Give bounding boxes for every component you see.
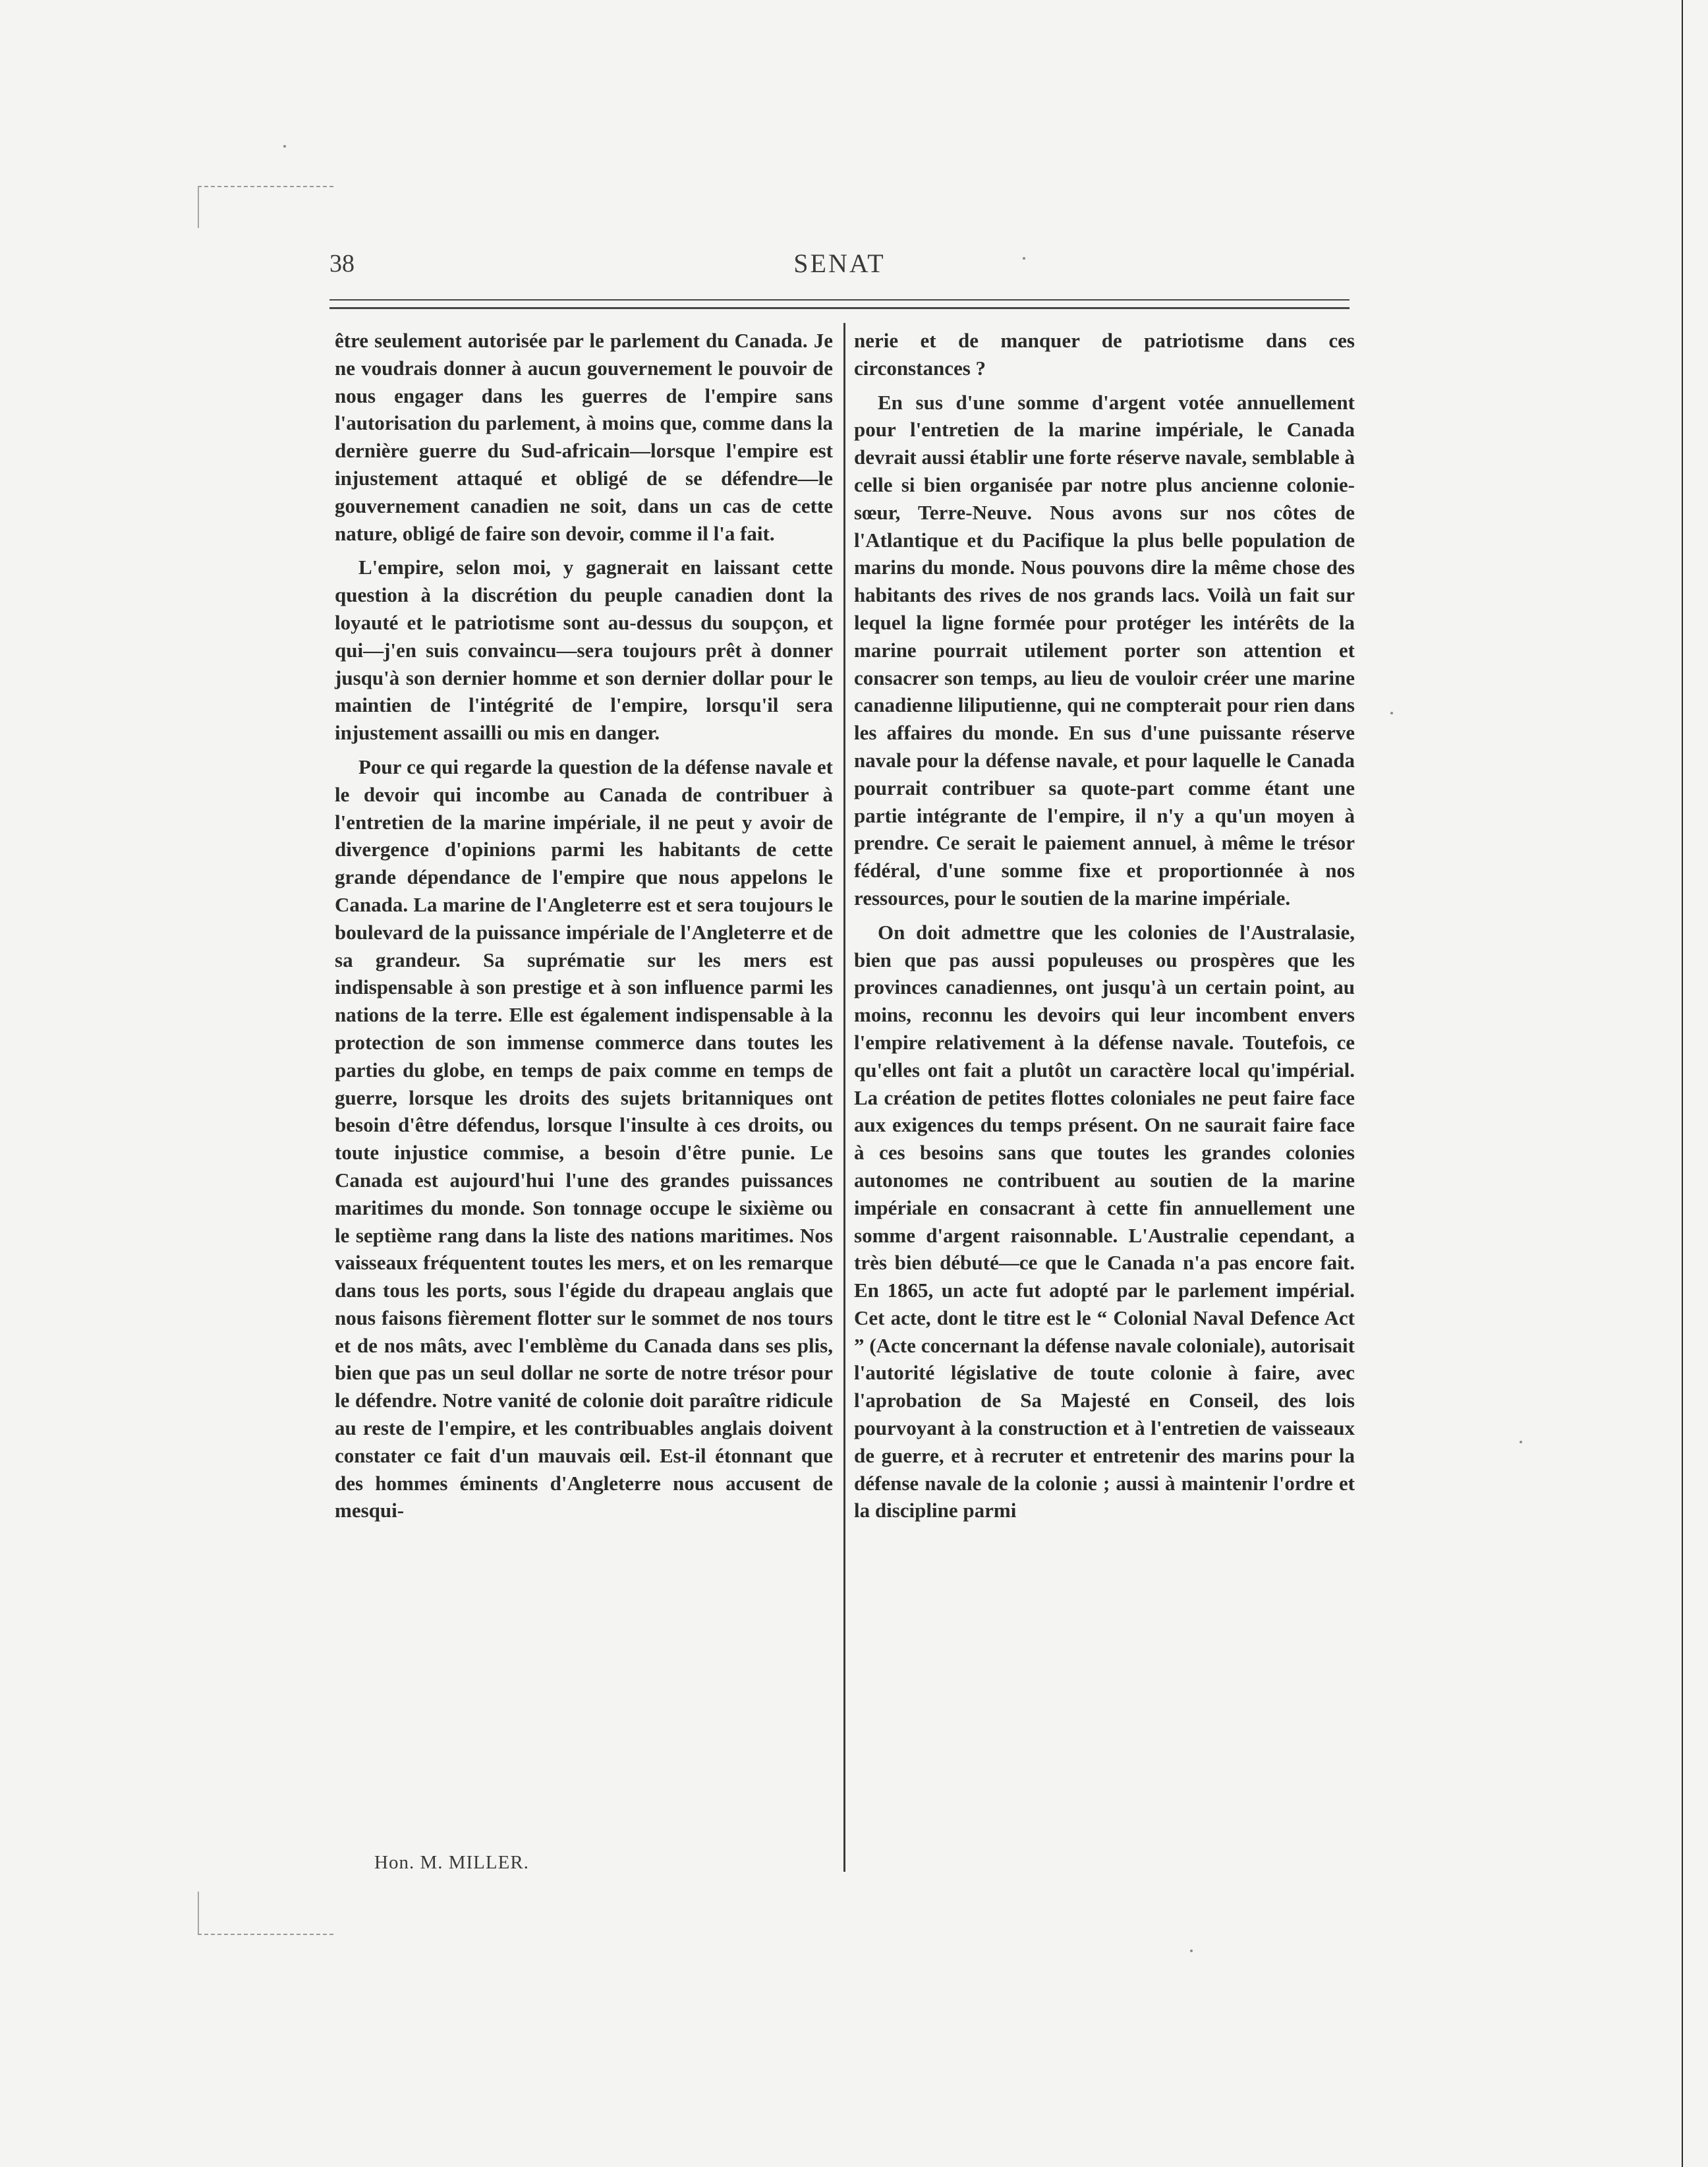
header-rule-double <box>329 307 1350 309</box>
scan-crop-tick-top <box>198 186 199 228</box>
page-header <box>329 245 1350 285</box>
scan-crop-tick-bottom <box>198 1892 199 1934</box>
scan-speck <box>1520 1441 1522 1443</box>
scan-crop-mark-bottom <box>198 1934 336 1935</box>
left-column <box>335 327 833 1531</box>
page-number: 38 <box>329 250 355 277</box>
left-paragraph-1: être seulement autorisée par le parlement du Canada. Je ne voudrais donner à aucun gouvernement le pouvoir de nous engager dans les guerres de l'empire sans l'autorisation du parlement, à moins que, comme dans la dernière guerre du Sud-africain—lorsque l'empire est injustement attaqué et obligé de se défendre—le gouvernement canadien ne soit, dans un cas de cette nature, obligé de faire son devoir, comme il l'a fait. <box>335 329 833 545</box>
scan-speck <box>1390 712 1393 714</box>
running-head: SENAT <box>793 248 886 278</box>
scan-speck <box>283 145 286 148</box>
speaker-footer: Hon. M. MILLER. <box>374 1852 529 1873</box>
left-paragraph-3: Pour ce qui regarde la question de la défense navale et le devoir qui incombe au Canada de contribuer à l'entretien de la marine impériale, il ne peut y avoir de divergence d'opinions parmi les habitants de cette grande dépendance de l'empire que nous appelons le Canada. La marine de l'Angleterre est et sera toujours le boulevard de la puissance impériale de l'Angleterre et de sa grandeur. Sa suprématie sur les mers est indispensable à son prestige et à son influence parmi les nations de la terre. Elle est également indispensable à la protection de son immense commerce dans toutes les parties du globe, en temps de paix comme en temps de guerre, lorsque les droits des sujets britanniques ont besoin d'être défendus, lorsque l'insulte à ces droits, ou toute injustice commise, a besoin d'être punie. Le Canada est aujourd'hui l'une des grandes puissances maritimes du monde. Son tonnage occupe le sixième ou le septième rang dans la liste des nations maritimes. Nos vaisseaux fréquentent toutes les mers, et on les remarque dans tous les ports, sous l'égide du drapeau anglais que nous faisons fièrement flotter sur le sommet de nos tours et de nos mâts, avec l'emblème du Canada dans ses plis, bien que pas un seul dollar ne sorte de notre trésor pour le défendre. Notre vanité de colonie doit paraître ridicule au reste de l'empire, et les contribuables anglais doivent constater ce fait d'un mauvais œil. Est-il étonnant que des hommes éminents d'Angleterre nous accusent de mesqui- <box>335 755 833 1522</box>
column-divider <box>843 323 845 1872</box>
header-rule <box>329 299 1350 301</box>
left-paragraph-2: L'empire, selon moi, y gagnerait en laissant cette question à la discrétion du peuple canadien dont la loyauté et le patriotisme sont au-dessus du soupçon, et qui—j'en suis convaincu—sera toujours prêt à donner jusqu'à son dernier homme et son dernier dollar pour le maintien de l'intégrité de l'empire, lorsqu'il sera injustement assailli ou mis en danger. <box>335 556 833 745</box>
scan-speck <box>1190 1950 1193 1952</box>
scan-page-edge <box>1682 0 1683 2167</box>
right-paragraph-1: nerie et de manquer de patriotisme dans ces circonstances ? <box>854 329 1355 380</box>
right-paragraph-2: En sus d'une somme d'argent votée annuellement pour l'entretien de la marine impériale, le Canada devrait aussi établir une forte réserve navale, semblable à celle si bien organisée par notre plus ancienne colonie-sœur, Terre-Neuve. Nous avons sur nos côtes de l'Atlantique et du Pacifique la plus belle population de marins du monde. Nous pouvons dire la même chose des habitants des rives de nos grands lacs. Voilà un fait sur lequel la ligne formée pour protéger les intérêts de la marine pourrait utilement porter son attention et consacrer son temps, au lieu de vouloir créer une marine canadienne liliputienne, qui ne compterait pour rien dans les affaires du monde. En sus d'une puissante réserve navale pour la défense navale, et pour laquelle le Canada pourrait contribuer sa quote-part comme étant une partie intégrante de l'empire, il n'y a qu'un moyen à prendre. Ce serait le paiement annuel, à même le trésor fédéral, d'une somme fixe et proportionnée à nos ressources, pour le soutien de la marine impériale. <box>854 390 1355 910</box>
scan-speck <box>1023 257 1025 260</box>
right-paragraph-3: On doit admettre que les colonies de l'Australasie, bien que pas aussi populeuses ou prospères que les provinces canadiennes, ont jusqu'à un certain point, au moins, reconnu les devoirs qui leur incombent envers l'empire relativement à la défense navale. Toutefois, ce qu'elles ont fait a plutôt un caractère local qu'impérial. La création de petites flottes coloniales ne peut faire face aux exigences du temps présent. On ne saurait faire face à ces besoins sans que toutes les grandes colonies autonomes ne contribuent au soutien de la marine impériale en consacrant à cette fin annuellement une somme d'argent raisonnable. L'Australie cependant, a très bien débuté—ce que le Canada n'a pas encore fait. En 1865, un acte fut adopté par le parlement impérial. Cet acte, dont le titre est le “ Colonial Naval Defence Act ” (Acte concernant la défense navale coloniale), autorisait l'autorité législative de toute colonie à faire, avec l'aprobation de Sa Majesté en Conseil, des lois pourvoyant à la construction et à l'entretien de vaisseaux de guerre, et à recruter et entretenir des marins pour la défense navale de la colonie ; aussi à maintenir l'ordre et la discipline parmi <box>854 920 1355 1522</box>
scan-crop-mark-top <box>198 186 336 187</box>
right-column <box>854 327 1355 1531</box>
